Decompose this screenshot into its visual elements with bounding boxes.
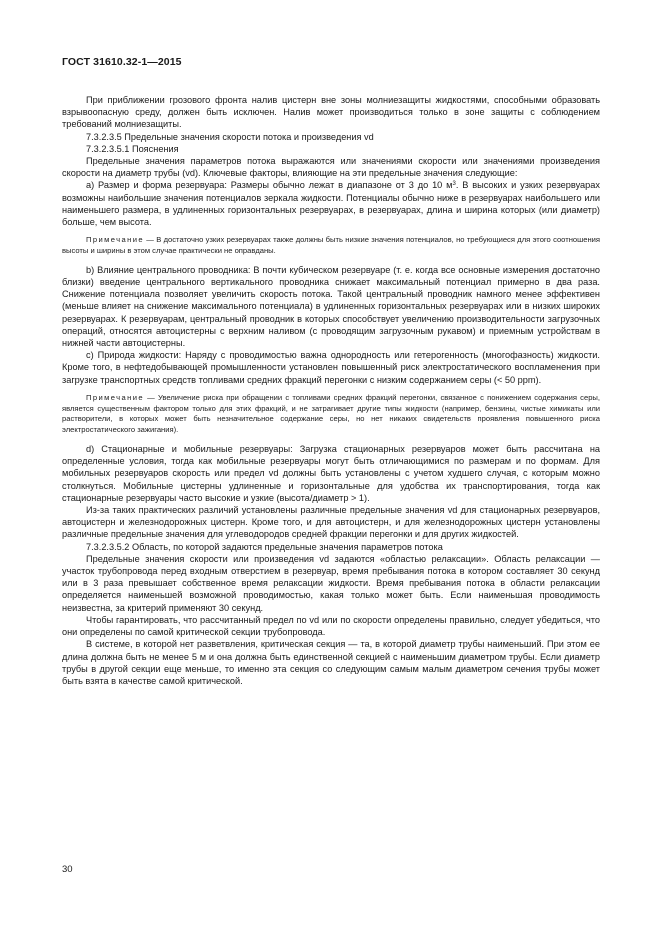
note-text: — В достаточно узких резервуарах также должны быть низкие значения потенциалов, но требующиеся для этого соотношения высоты и ширины в этом случае практически не оправданы. — [62, 235, 600, 256]
page-number: 30 — [62, 864, 73, 875]
document-header: ГОСТ 31610.32-1—2015 — [62, 56, 182, 68]
paragraph-item-a — [62, 179, 600, 228]
paragraph: Предельные значения параметров потока выражаются или значениями скорости или значениями произведения скорости на диаметр трубы (vd). Ключевые факторы, влияющие на эти предельные значения следующие: — [62, 156, 600, 179]
document-body — [62, 94, 600, 687]
paragraph-item-d: d) Стационарные и мобильные резервуары: Загрузка стационарных резервуаров может быть рассчитана на определенные условия, тогда как мобильные резервуары могут быть отличающимися по размерам и по формам. Для мобильных резервуаров скорость или предел vd должны быть установлены с учетом худшего случая, с которым можно столкнуться. Мобильные цистерны удлиненные и горизонтальные для удобства их транспортирования, тогда как стационарные резервуары часто высокие и узкие (высота/диаметр > 1). — [62, 444, 600, 503]
paragraph: Чтобы гарантировать, что рассчитанный предел по vd или по скорости определены правильно, следует убедиться, что они определены по самой критической секции трубопровода. — [62, 614, 600, 638]
section-heading: 7.3.2.3.5 Предельные значения скорости потока и произведения vd — [86, 131, 374, 142]
text-run: . В высоких и узких резервуарах возможны наибольшие значения потенциалов зеркала жидкости. Потенциалы обычно ниже в резервуарах наибольшего или наименьшего размера, в удлиненных горизонтальных резервуарах, в резервуарах, длина и ширина которых (или диаметр) больше, чем высота. — [62, 180, 600, 228]
subsection-heading: 7.3.2.3.5.2 Область, по которой задаются предельные значения параметров потока — [86, 541, 443, 552]
paragraph: Предельные значения скорости или произведения vd задаются «областью релаксации». Область релаксации — участок трубопровода перед входным отверстием в резервуар, время пребывания потока в котором составляет 30 секунд или в 3 раза превышает собственное время релаксации жидкости. Время пребывания потока в области релаксации определяется наименьшей возможной проводимостью, какая только может быть. Если наименьшая проводимость неизвестна, за критерий применяют 30 секунд. — [62, 553, 600, 613]
note — [62, 235, 600, 257]
paragraph: Из-за таких практических различий установлены различные предельные значения vd для стационарных резервуаров, автоцистерн и железнодорожных цистерн. Кроме того, и для автоцистерн, и для железнодорожных цистерн установлены различные предельные значения для углеводородов средней фракции перегонки и для других жидкостей. — [62, 505, 600, 540]
paragraph-item-c: c) Природа жидкости: Наряду с проводимостью важна однородность или гетерогенность (многофазность) жидкости. Кроме того, в нефтедобывающей промышленности установлен повышенный риск электростатического воспламенения при загрузке транспортных средств топливами средних фракций перегонки с низким содержанием серы (< 50 ppm). — [62, 350, 600, 385]
note-label: Примечание — [86, 392, 144, 402]
note-label: Примечание — [86, 235, 144, 245]
note — [62, 393, 600, 436]
paragraph: При приближении грозового фронта налив цистерн вне зоны молниезащиты жидкостями, способными образовать взрывоопасную среду, должен быть исключен. Налив может производиться только в зоне защиты с соблюдением требований молниезащиты. — [62, 95, 600, 130]
paragraph-item-b: b) Влияние центрального проводника: В почти кубическом резервуаре (т. е. когда все основные измерения достаточно близки) введение центрального вертикального проводника снижает максимальный потенциал примерно в два раза. Снижение потенциала позволяет увеличить скорость потока. Такой центральный проводник намного менее эффективен (меньше влияет на снижение максимального потенциала) в удлиненных горизонтальных резервуарах или в низких широких резервуарах. К резервуарам, центральный проводник в которых способствует увеличению производительности загрузочных операций, относятся автоцистерны с верхним наливом (с проводящим загрузочным рукавом) и приемным устройствам в нижней части автоцистерны. — [62, 264, 600, 349]
note-text: — Увеличение риска при обращении с топливами средних фракций перегонки, связанное с понижением содержания серы, является существенным фактором только для этих фракций, и не затрагивает другие типы жидкости (например, бензины, чистые химикаты или растворители, в которых может быть незначительное содержание серы, но нет никаких свидетельств проявления повышенного риска электростатического зажигания). — [62, 392, 600, 435]
paragraph: В системе, в которой нет разветвления, критическая секция — та, в которой диаметр трубы наименьший. При этом ее длина должна быть не менее 5 м и она должна быть единственной секцией с наименьшим диаметром трубы. Если диаметр трубы в другой секции еще меньше, то именно эта секция со следующим самым малым диаметром сечения трубы может быть взята в качестве самой критической. — [62, 639, 600, 686]
text-run: a) Размер и форма резервуара: Размеры обычно лежат в диапазоне от 3 до 10 м — [86, 180, 453, 191]
subsection-heading: 7.3.2.3.5.1 Пояснения — [86, 143, 179, 154]
superscript: 3 — [452, 181, 456, 188]
